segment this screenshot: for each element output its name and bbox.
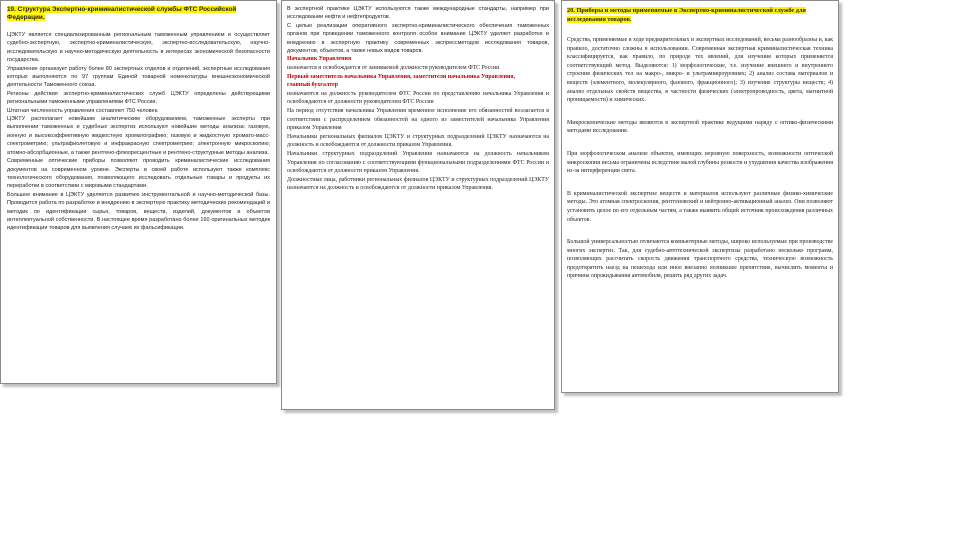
paragraph: назначается и освобождается от занимаемой должности руководителем ФТС России: [287, 65, 500, 72]
paragraph: С целью реализации оперативного экспертно-криминалистического обеспечения таможенных органов при проведении таможенного контроля особое внимание ЦЭКТУ уделяет разработке и внедрению в экспертную практику современных экспрессметодов исследования товаров, документов, объектов, а также новых видов товаров.: [287, 22, 549, 55]
slide-19-body: [7, 31, 270, 233]
paragraph: Микроскопические методы являются в экспертной практике ведущими наряду с оптико-физическими методами исследования.: [567, 119, 833, 135]
paragraph: Большой универсальностью отличаются компьютерные методы, широко используемые при производстве многих экспертиз. Так, для судебно-автотехнической экспертизы разработано несколько программ, позволяющих рассчитать скорость движения транспортного средства, техническую возможность предотвратить наезд на пешехода или иное внезапно возникшее препятствие, вычислить моменты и причины опрокидывания автомобиля, решить ряд других задач.: [567, 239, 833, 280]
paragraph: На период отсутствия начальника Управления временное исполнение его обязанностей возлагается в соответствии с распределением обязанностей на одного из заместителей начальника Управления приказом Управления: [287, 108, 549, 132]
slide-management-intro: [287, 5, 549, 55]
paragraph: Управление организует работу более 80 экспертных отделов и отделений, экспертные исследования которых выполняются по 97 группам Единой товарной номенклатуры внешнеэкономической деятельности Таможенного союза.: [7, 65, 270, 89]
paragraph: Должностные лица, работники региональных филиалов ЦЭКТУ и структурных подразделений ЦЭКТУ назначаются на должность и освобождаются от должности приказом Управления.: [287, 176, 549, 192]
paragraph: ЦЭКТУ располагает новейшим аналитическим оборудованием, таможенные эксперты при выполнении таможенных и судебных экспертиз используют новейшие методы анализа: газовую, ионную и высокоэффективную жидкостную хроматографию; газовую и жидкостную хромато-масс-спектрометрию; ультрафиолетовую и инфракрасную спектрометрию; электронную микроскопию; атомно-абсорбционные, а также рентгено-флюоресцентные и рентгено-структурные методы анализа.: [7, 116, 270, 156]
slide-management-body: [287, 55, 549, 193]
slide-20-methods: [561, 0, 839, 393]
paragraph: Штатная численность управления составляет 750 человек.: [7, 107, 159, 114]
paragraph: В экспертной практике ЦЭКТУ используются также международные стандарты, например при исследовании нефти и нефтепродуктов.: [287, 6, 549, 21]
paragraph: Средства, применяемые в ходе предварительных и экспертных исследований, весьма разнообразны и, как правило, достаточно сложны в использовании. Современная экспертная криминалистическая техника классифицируется, как правило, по природе тех явлений, для изучения которых применяется соответствующий метод. Выделяются: 1) морфологические, т.е. изучение внешнего и внутреннего строения физических тел на макро-, микро- и ультрамикроуровнях; 2) анализ состава материалов и веществ (элементного, молекулярного, фазового, фракционного); 3) изучение структуры веществ; 4) анализ отдельных свойств вещества, в частности физических (электропроводность, цвета, магнитной проницаемости) и химических.: [567, 37, 833, 104]
role-heading: Первый заместитель начальника Управления, заместители начальника Управления,: [287, 73, 516, 80]
slide-management: [281, 0, 555, 410]
paragraph: Начальники региональных филиалов ЦЭКТУ и структурных подразделений ЦЭКТУ назначаются на должность и освобождаются от должности приказом Управления.: [287, 133, 549, 149]
paragraph: Большое внимание в ЦЭКТУ уделяется развитию инструментальной и научно-методической базы. Проводится работа по разработке и внедрению в экспертную практику методических рекомендаций и методик по идентификации сырья, товаров, веществ, изделий, документов и объектов интеллектуальной собственности. В настоящее время разработано более 160 оригинальных методик идентификации товаров для выявления случаев их фальсификации.: [7, 191, 270, 232]
paragraph: В криминалистической экспертизе веществ и материалов используют различные физико-химические методы. Это атомная спектроскопия, рентгеновский и нейтронно-активационный анализ. Они позволяют установить целое по его отдельным частям, а также выявить общий источник происхождения различных объектов.: [567, 190, 833, 223]
role-heading: Начальник Управления: [287, 56, 352, 63]
paragraph: Регионы действия экспертно-криминалистических служб ЦЭКТУ определены действующими региональными таможенными управлениями ФТС России.: [7, 90, 270, 106]
role-heading: главный бухгалтер: [287, 82, 339, 89]
slide-20-title: 20. Приборы и методы применяемые в Экспертно-криминалистической службе для исследования товаров.: [567, 7, 806, 23]
paragraph: ЦЭКТУ является специализированным региональным таможенным управлением и осуществляет судебно-экспертную, экспертно-криминалистическую, экспертно-исследовательскую, научно-исследовательскую и научно-методическую деятельность в интересах экономической безопасности государства.: [7, 32, 270, 64]
paragraph: При морфологическом анализе объектов, имеющих неровную поверхность, возможности оптической микроскопии весьма ограничены вследствие малой глубины резкости и ухудшения качества изображения из-за интерференции света.: [567, 150, 833, 175]
slide-20-body: [567, 36, 833, 281]
paragraph: Современные оптические приборы позволяют проводить криминалистические исследования документов на современном уровне. Эксперты в своей работе используют также комплекс технологического оборудования, позволяющего исследовать отдельные товары и продукты их переработки в соответствии с мировыми стандартами.: [7, 158, 270, 190]
paragraph: Начальники структурных подразделений Управления назначаются на должность начальником Управления по согласованию с соответствующими функциональными подразделениями ФТС России и освобождаются от должности приказом Управления.: [287, 150, 549, 175]
slide-19-structure: [0, 0, 277, 384]
paragraph: назначаются на должность руководителем ФТС России по представлению начальника Управления и освобождаются от должности руководителем ФТС России: [287, 90, 549, 106]
slide-19-title: 19. Структура Экспертно-криминалистической службы ФТС Российской Федерации.: [7, 6, 237, 21]
